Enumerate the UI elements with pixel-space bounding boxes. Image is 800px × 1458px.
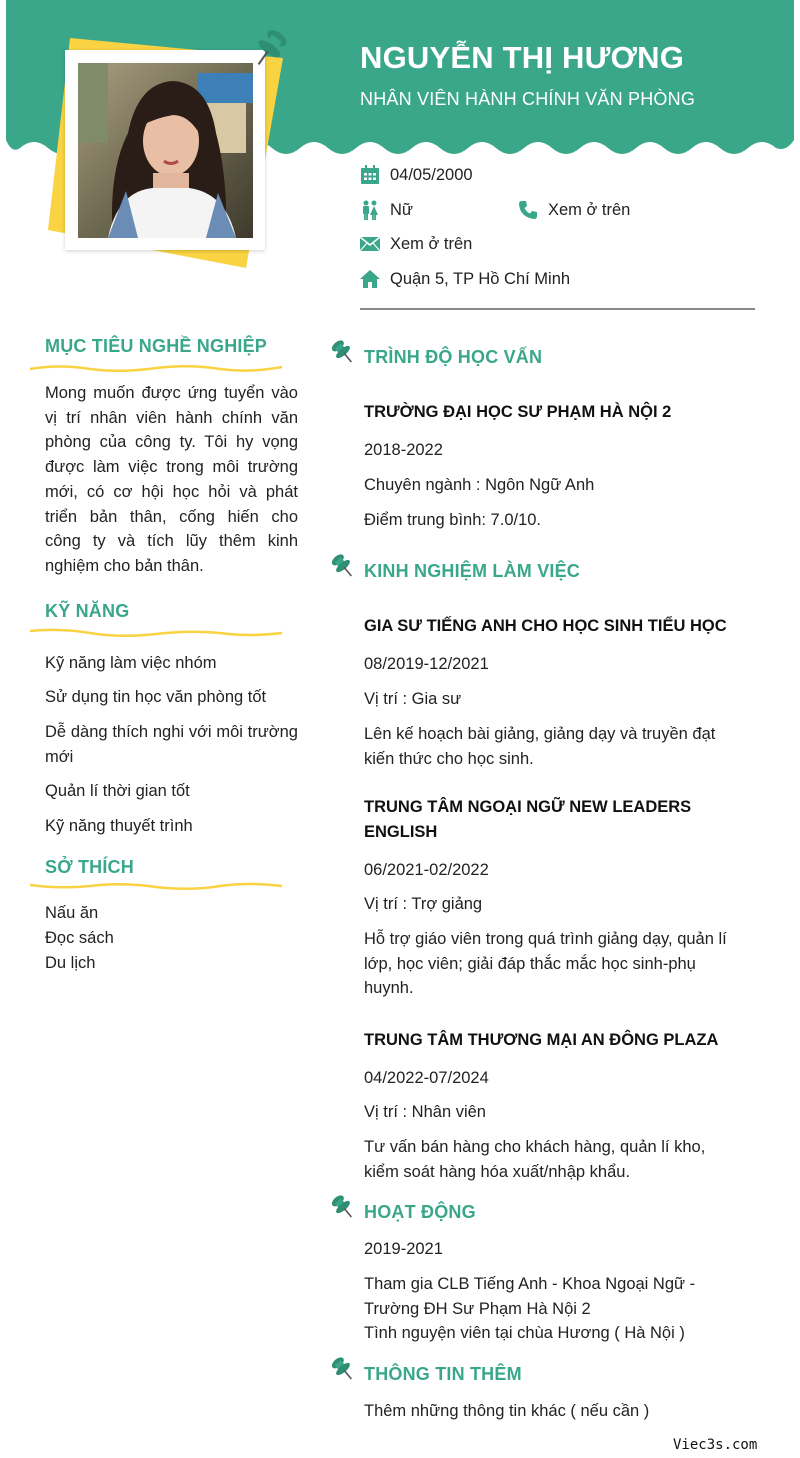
address-value: Quận 5, TP Hồ Chí Minh [390,269,571,288]
candidate-name: NGUYỄN THỊ HƯƠNG [360,40,685,75]
hobby-item: Đọc sách [45,929,114,947]
job-period: 04/2022-07/2024 [364,1069,489,1087]
activities-line: Tham gia CLB Tiếng Anh - Khoa Ngoại Ngữ - Trường ĐH Sư Phạm Hà Nội 2 [364,1275,696,1318]
pushpin-icon [330,552,356,580]
objective-title: MỤC TIÊU NGHỀ NGHIỆP [45,336,268,356]
objective-underline [30,362,282,374]
job-description: Hỗ trợ giáo viên trong quá trình giảng dạy, quản lí lớp, học viên; giải đáp thắc mắc học sinh-phụ huynh. [364,930,727,998]
home-icon [360,269,380,289]
contact-divider [360,308,755,310]
contact-birthday [360,165,473,185]
skill-item: Kỹ năng làm việc nhóm [45,654,217,672]
profile-photo [78,63,253,238]
skill-item: Dễ dàng thích nghi với môi trường mới [45,723,298,766]
skill-item: Kỹ năng thuyết trình [45,817,193,835]
education-period: 2018-2022 [364,441,443,459]
phone-value: Xem ở trên [548,200,631,219]
job-description: Lên kế hoạch bài giảng, giảng dạy và truyền đạt kiến thức cho học sinh. [364,725,716,768]
skill-item: Quản lí thời gian tốt [45,782,190,800]
education-school: TRƯỜNG ĐẠI HỌC SƯ PHẠM HÀ NỘI 2 [364,403,672,421]
hobbies-title: SỞ THÍCH [45,857,134,877]
extra-info-title: THÔNG TIN THÊM [364,1364,522,1384]
activities-line: Tình nguyện viên tại chùa Hương ( Hà Nội ) [364,1324,685,1342]
pushpin-icon [330,1355,356,1383]
email-value: Xem ở trên [390,234,473,253]
education-major: Chuyên ngành : Ngôn Ngữ Anh [364,476,595,494]
mail-icon [360,234,380,254]
contact-phone [518,200,630,220]
pushpin-icon [330,338,356,366]
birthday-value: 04/05/2000 [390,165,473,184]
pushpin-icon [250,26,290,70]
hobbies-underline [30,880,282,892]
education-gpa: Điểm trung bình: 7.0/10. [364,511,542,529]
job-position: Vị trí : Trợ giảng [364,895,483,913]
experience-title: KINH NGHIỆM LÀM VIỆC [364,561,581,581]
contact-address [360,269,570,289]
footer-brand[interactable]: Viec3s.com [673,1437,758,1453]
gender-value: Nữ [390,200,413,219]
contact-email [360,234,472,254]
contact-gender [360,200,413,220]
job-company: GIA SƯ TIẾNG ANH CHO HỌC SINH TIỂU HỌC [364,617,727,635]
profile-photo-frame [65,50,265,250]
job-description: Tư vấn bán hàng cho khách hàng, quản lí kho, kiểm soát hàng hóa xuất/nhập khẩu. [364,1138,706,1181]
activities-period: 2019-2021 [364,1240,443,1258]
candidate-job-title: NHÂN VIÊN HÀNH CHÍNH VĂN PHÒNG [360,89,696,109]
hobby-item: Du lịch [45,954,96,972]
hobby-item: Nấu ăn [45,904,99,922]
pushpin-icon [330,1193,356,1221]
extra-info-text: Thêm những thông tin khác ( nếu cần ) [364,1402,650,1420]
activities-title: HOẠT ĐỘNG [364,1202,476,1222]
skills-underline [30,627,282,639]
skills-title: KỸ NĂNG [45,601,130,621]
job-period: 08/2019-12/2021 [364,655,489,673]
job-period: 06/2021-02/2022 [364,861,489,879]
phone-icon [518,200,538,220]
education-title: TRÌNH ĐỘ HỌC VẤN [364,347,543,367]
job-position: Vị trí : Nhân viên [364,1103,486,1121]
job-company: TRUNG TÂM THƯƠNG MẠI AN ĐÔNG PLAZA [364,1031,719,1049]
objective-text: Mong muốn được ứng tuyển vào vị trí nhân viên hành chính văn phòng của công ty. Tôi hy vọng được làm việc trong môi trường mới, có cơ hội học hỏi và phát triển bản thân, cống hiến cho công ty và tích lũy thêm kinh nghiệm cho bản thân. [45,384,298,575]
skill-item: Sử dụng tin học văn phòng tốt [45,688,267,706]
job-position: Vị trí : Gia sư [364,690,462,708]
gender-icon [360,200,380,220]
calendar-icon [360,165,380,185]
job-company: TRUNG TÂM NGOẠI NGỮ NEW LEADERS ENGLISH [364,798,692,841]
